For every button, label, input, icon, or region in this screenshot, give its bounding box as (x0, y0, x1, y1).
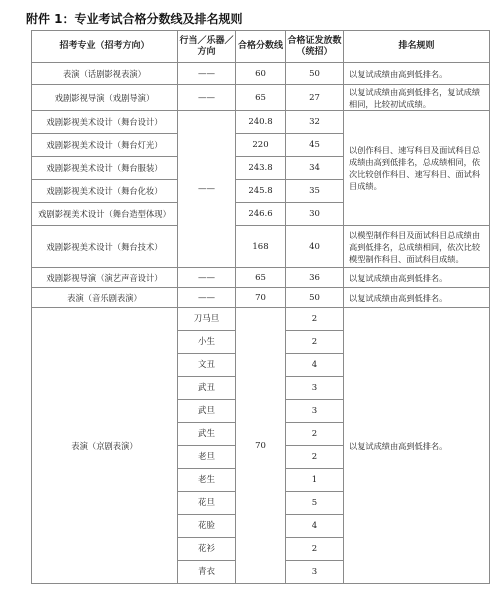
score-cell: 65 (236, 268, 286, 288)
table-row (32, 226, 490, 268)
document-title: 附件 1：专业考试合格分数线及排名规则 (26, 12, 243, 26)
role-cell: 老生 (178, 469, 236, 492)
score-cell: 245.8 (236, 180, 286, 203)
table-row (32, 111, 490, 134)
score-cell: 243.8 (236, 157, 286, 180)
role-cell: 武生 (178, 423, 236, 446)
major-cell: 戏剧影视美术设计（舞台设计） (32, 111, 178, 134)
major-cell: 表演（京剧表演） (32, 308, 178, 584)
major-cell: 戏剧影视导演（戏剧导演） (32, 85, 178, 111)
score-cell: 168 (236, 226, 286, 268)
header-sub: 行当／乐器／方向 (178, 31, 236, 63)
quota-cell: 5 (286, 492, 344, 515)
major-cell: 戏剧影视美术设计（舞台造型体现） (32, 203, 178, 226)
quota-cell: 50 (286, 63, 344, 85)
table-row (32, 268, 490, 288)
header-major: 招考专业（招考方向） (32, 31, 178, 63)
quota-cell: 50 (286, 288, 344, 308)
quota-cell: 2 (286, 446, 344, 469)
header-row (32, 31, 490, 63)
rule-cell: 以复试成绩由高到低排名。 (344, 288, 490, 308)
header-quota: 合格证发放数（统招） (286, 31, 344, 63)
quota-cell: 32 (286, 111, 344, 134)
quota-cell: 35 (286, 180, 344, 203)
quota-cell: 40 (286, 226, 344, 268)
table-row (32, 85, 490, 111)
rule-cell: 以创作科目、速写科目及面试科目总成绩由高到低排名，总成绩相同，依次比较创作科目、速写科目、面试科目成绩。 (344, 111, 490, 226)
role-cell: 花旦 (178, 492, 236, 515)
rule-cell: 以复试成绩由高到低排名。 (344, 308, 490, 584)
quota-cell: 2 (286, 331, 344, 354)
rule-cell: 以复试成绩由高到低排名，复试成绩相同，比较初试成绩。 (344, 85, 490, 111)
rule-cell: 以复试成绩由高到低排名。 (344, 63, 490, 85)
score-cell: 65 (236, 85, 286, 111)
role-cell: 文丑 (178, 354, 236, 377)
rule-cell: 以复试成绩由高到低排名。 (344, 268, 490, 288)
role-cell: 花衫 (178, 538, 236, 561)
quota-cell: 3 (286, 561, 344, 584)
sub-cell: —— (178, 63, 236, 85)
major-cell: 戏剧影视美术设计（舞台技术） (32, 226, 178, 268)
quota-cell: 1 (286, 469, 344, 492)
role-cell: 武丑 (178, 377, 236, 400)
major-cell: 戏剧影视美术设计（舞台化妆） (32, 180, 178, 203)
quota-cell: 2 (286, 538, 344, 561)
table-row (32, 63, 490, 85)
quota-cell: 3 (286, 377, 344, 400)
major-cell: 戏剧影视导演（演艺声音设计） (32, 268, 178, 288)
quota-cell: 4 (286, 354, 344, 377)
score-cell: 70 (236, 308, 286, 584)
quota-cell: 36 (286, 268, 344, 288)
header-score: 合格分数线 (236, 31, 286, 63)
sub-cell: —— (178, 85, 236, 111)
table-row (32, 288, 490, 308)
quota-cell: 4 (286, 515, 344, 538)
quota-cell: 34 (286, 157, 344, 180)
header-rule: 排名规则 (344, 31, 490, 63)
role-cell: 老旦 (178, 446, 236, 469)
role-cell: 武旦 (178, 400, 236, 423)
quota-cell: 27 (286, 85, 344, 111)
major-cell: 表演（音乐剧表演） (32, 288, 178, 308)
table-row (32, 308, 490, 331)
role-cell: 刀马旦 (178, 308, 236, 331)
quota-cell: 3 (286, 400, 344, 423)
score-table (31, 30, 490, 584)
quota-cell: 2 (286, 308, 344, 331)
sub-cell: —— (178, 111, 236, 268)
sub-cell: —— (178, 268, 236, 288)
quota-cell: 2 (286, 423, 344, 446)
score-cell: 70 (236, 288, 286, 308)
major-cell: 戏剧影视美术设计（舞台灯光） (32, 134, 178, 157)
role-cell: 小生 (178, 331, 236, 354)
rule-cell: 以模型制作科目及面试科目总成绩由高到低排名，总成绩相同，依次比较模型制作科目、面试科目成绩。 (344, 226, 490, 268)
score-cell: 240.8 (236, 111, 286, 134)
quota-cell: 45 (286, 134, 344, 157)
role-cell: 青衣 (178, 561, 236, 584)
sub-cell: —— (178, 288, 236, 308)
major-cell: 表演（话剧影视表演） (32, 63, 178, 85)
score-cell: 246.6 (236, 203, 286, 226)
major-cell: 戏剧影视美术设计（舞台服装） (32, 157, 178, 180)
score-cell: 220 (236, 134, 286, 157)
quota-cell: 30 (286, 203, 344, 226)
role-cell: 花脸 (178, 515, 236, 538)
score-cell: 60 (236, 63, 286, 85)
